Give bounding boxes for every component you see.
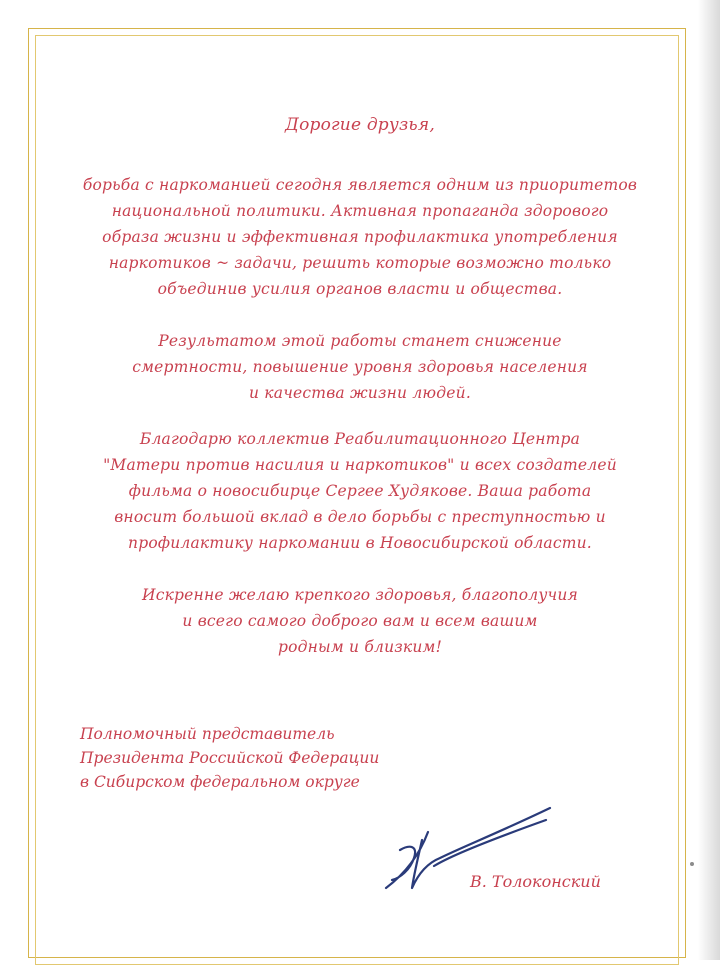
paragraph-2 (60, 328, 660, 406)
scan-speck (690, 862, 694, 866)
paragraph-line: Результатом этой работы станет снижение (158, 332, 562, 350)
paragraph-line: и всего самого доброго вам и всем вашим (182, 612, 538, 630)
paragraph-line: "Матери против насилия и наркотиков" и всех создателей (103, 456, 617, 474)
paragraph-line: вносит большой вклад в дело борьбы с преступностью и (114, 508, 606, 526)
paragraph-line: национальной политики. Активная пропаганда здорового (111, 202, 609, 220)
paragraph-4 (60, 582, 660, 660)
signer-title (80, 722, 480, 794)
paragraph-line: Благодарю коллектив Реабилитационного Центра (139, 430, 581, 448)
paragraph-line: Искренне желаю крепкого здоровья, благополучия (142, 586, 578, 604)
page-edge-shadow (698, 0, 720, 960)
paragraph-line: объединив усилия органов власти и общества. (157, 280, 563, 298)
paragraph-line: родным и близким! (277, 638, 443, 656)
signer-title-line: Полномочный представитель (80, 725, 335, 743)
salutation: Дорогие друзья, (285, 115, 435, 135)
letter-body (60, 0, 660, 960)
paragraph-line: образа жизни и эффективная профилактика употребления (102, 228, 618, 246)
paragraph-3 (60, 426, 660, 556)
paragraph-1 (60, 172, 660, 302)
paragraph-line: и качества жизни людей. (249, 384, 471, 402)
signer-title-line: Президента Российской Федерации (80, 749, 380, 767)
paragraph-line: наркотиков ~ задачи, решить которые возможно только (108, 254, 612, 272)
signer-title-line: в Сибирском федеральном округе (80, 773, 360, 791)
paragraph-line: профилактику наркомании в Новосибирской области. (128, 534, 592, 552)
signer-name: В. Толоконский (470, 872, 601, 891)
paragraph-line: смертности, повышение уровня здоровья населения (132, 358, 588, 376)
paragraph-line: борьба с наркоманией сегодня является одним из приоритетов (82, 176, 638, 194)
paragraph-line: фильма о новосибирце Сергее Худякове. Ваша работа (128, 482, 592, 500)
